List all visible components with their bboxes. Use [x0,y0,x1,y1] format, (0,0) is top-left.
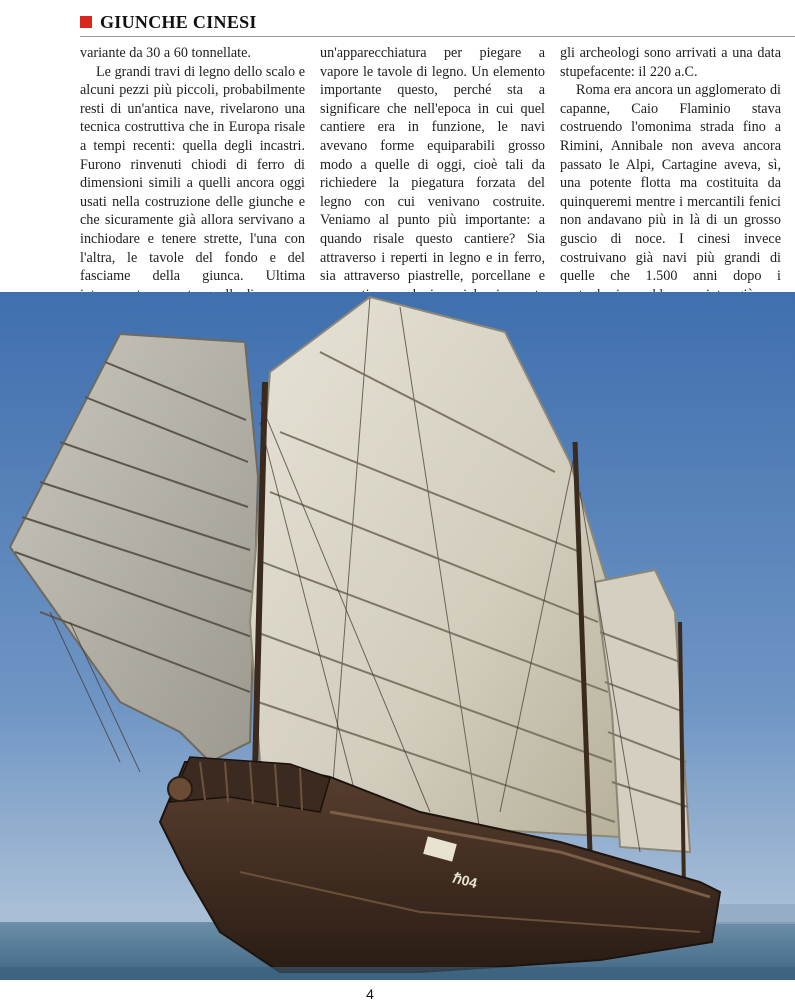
bow-ornament-icon [168,777,192,801]
paragraph: Roma era ancora un agglomerato di capanne, Caio Flaminio stava costruendo l'omonima strada fino a Rimini, Annibale non aveva ancora passato le Alpi, Cartagine aveva, sì, una potente flotta ma costituita da quinqueremi mentre i mercantili fenici non andavano più in là di un grosso guscio di noce. I cinesi invece costruivano già navi più grandi di quelle che 1.500 anni dopo i [560,82,781,285]
page-number: 4 [366,986,374,1002]
text-column-3 [560,44,781,323]
paragraph: variante da 30 a 60 tonnellate. [80,45,251,61]
section-title: GIUNCHE CINESI [100,11,257,32]
header-rule [80,36,795,37]
junk-photo [0,292,795,980]
text-column-1 [80,44,305,304]
paragraph: Le grandi travi di legno dello scalo e alcuni pezzi più piccoli, probabilmente resti di un'antica nave, rivelarono una tecnica costruttiva che in Europa risale a tempi recenti: quella degli incastri. Furono rinvenuti chiodi di ferro di dimensioni simili a quelli ancora oggi usati nella costruzione delle giunche e che sicuramente già allora servivano a inchiodare e tenere strette, l'una con l'altra, le tavole del fondo e del fasciame della giunca. Ultima [80,63,305,285]
section-header [80,8,257,36]
red-square-icon [80,16,92,28]
text-column-2 [320,44,545,323]
hull-marking: ℏ04 [451,869,479,892]
paragraph: gli archeologi sono arrivati a una data stupefacente: il 220 a.C. [560,45,781,80]
chinese-junk-illustration [0,292,795,980]
paragraph: un'apparecchiatura per piegare a vapore le tavole di legno. Un elemento importante questo, perché sta a significare che nell'epoca in cui quel cantiere era in funzione, le navi avevano forme equiparabili grosso modo a quelle di oggi, cioè tali da richiedere la piegatura forzata del legno con cui venivano costruite. Veniamo al punto più importante: a quando risale questo cantiere? Sia attraverso i reperti in legno e in ferro, sia attraverso piastrelle, porcellane e [320,45,545,285]
